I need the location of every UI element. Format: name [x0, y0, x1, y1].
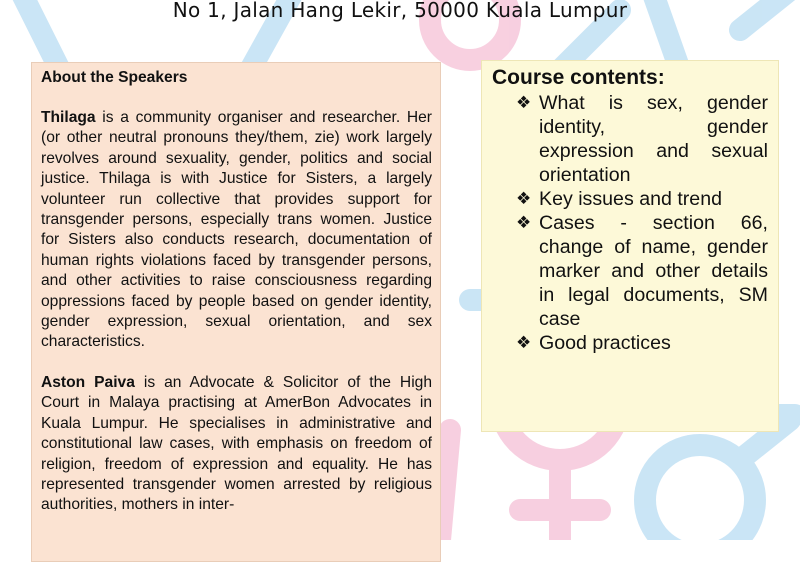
- speaker-bio-aston-paiva: [41, 373, 432, 516]
- diamond-bullet-icon: ❖: [516, 213, 532, 233]
- venue-address: No 1, Jalan Hang Lekir, 50000 Kuala Lumpur: [172, 0, 628, 22]
- list-item-text: Key issues and trend: [539, 188, 722, 210]
- speakers-heading: About the Speakers: [41, 69, 188, 86]
- about-speakers-panel: [31, 62, 441, 562]
- speaker-bio-text: is an Advocate & Solicitor of the High Court in Malaya practising at AmerBon Advocates in Kuala Lumpur. He specialises in administrative and constitutional law cases, with emphasis on freedom of religion, freedom of expression and equality. He has represented transgender women arrested by religious authorities, mothers in inter-: [41, 373, 432, 514]
- list-item-text: Good practices: [539, 332, 671, 354]
- speaker-name: Thilaga: [41, 109, 96, 126]
- speaker-bio-text: is a community organiser and researcher. Her (or other neutral pronouns they/them, zie) work largely revolves around sexuality, gender, politics and social justice. Thilaga is with Justice for Sisters, a largely volunteer run collective that provides support for transgender persons, especially trans women. Justice for Sisters also conducts research, documentation of human rights violations faced by transgender persons, and other activities to raise consciousness regarding oppressions faced by people based on gender identity, gender expression, sexual orientation, and sex characteristics.: [41, 109, 432, 351]
- course-contents-panel: [481, 60, 779, 432]
- course-contents-list: [492, 91, 768, 355]
- diamond-bullet-icon: ❖: [516, 189, 532, 209]
- diamond-bullet-icon: ❖: [516, 333, 532, 353]
- list-item: [516, 187, 768, 211]
- list-item-text: What is sex, gender identity, gender expression and sexual orientation: [539, 92, 768, 186]
- course-contents-heading: Course contents:: [492, 66, 665, 89]
- list-item: [516, 211, 768, 331]
- list-item: [516, 91, 768, 187]
- list-item: [516, 331, 768, 355]
- speaker-bio-thilaga: [41, 108, 432, 353]
- list-item-text: Cases - section 66, change of name, gender marker and other details in legal documents, SM case: [539, 212, 768, 330]
- diamond-bullet-icon: ❖: [516, 93, 532, 113]
- speaker-name: Aston Paiva: [41, 373, 135, 391]
